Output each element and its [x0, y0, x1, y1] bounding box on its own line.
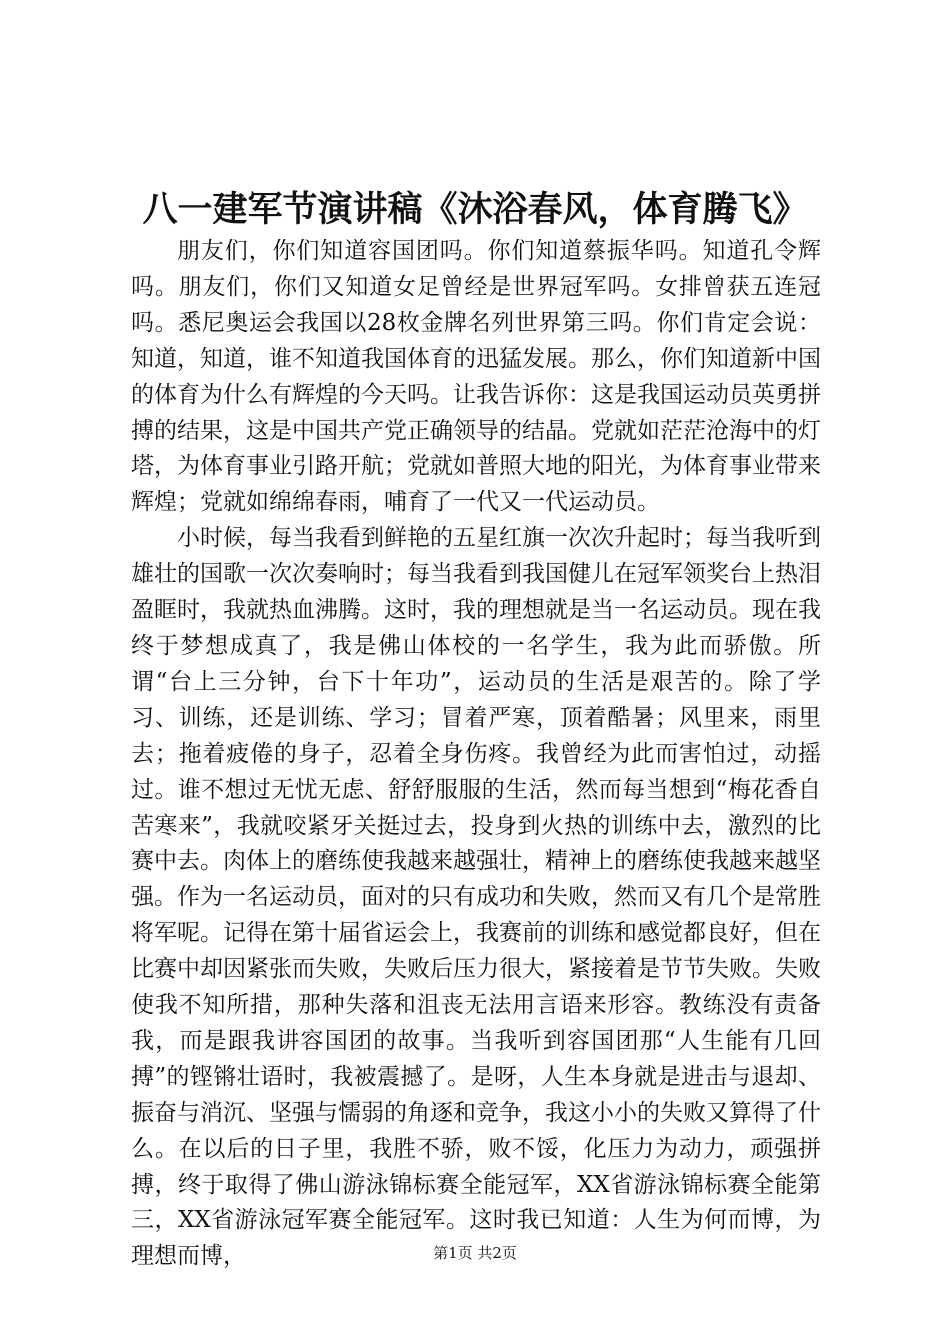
document-title: 八一建军节演讲稿《沐浴春风，体育腾飞》	[142, 189, 808, 230]
paragraph-1: 朋友们，你们知道容国团吗。你们知道蔡振华吗。知道孔令辉吗。朋友们，你们又知道女足曾经是世界冠军吗。女排曾获五连冠吗。悉尼奥运会我国以28枚金牌名列世界第三吗。你们肯定会说：知道，知道，谁不知道我国体育的迅猛发展。那么，你们知道新中国的体育为什么有辉煌的今天吗。让我告诉你：这是我国运动员英勇拼搏的结果，这是中国共产党正确领导的结晶。党就如茫茫沧海中的灯塔，为体育事业引路开航；党就如普照大地的阳光，为体育事业带来辉煌；党就如绵绵春雨，哺育了一代又一代运动员。	[131, 238, 821, 516]
document-body	[131, 234, 821, 1275]
paragraph-2: 小时候，每当我看到鲜艳的五星红旗一次次升起时；每当我听到雄壮的国歌一次次奏响时；每当我看到我国健儿在冠军领奖台上热泪盈眶时，我就热血沸腾。这时，我的理想就是当一名运动员。现在我终于梦想成真了，我是佛山体校的一名学生，我为此而骄傲。所谓“台上三分钟，台下十年功”，运动员的生活是艰苦的。除了学习、训练，还是训练、学习；冒着严寒，顶着酷暑；风里来，雨里去；拖着疲倦的身子，忍着全身伤疼。我曾经为此而害怕过，动摇过。谁不想过无忧无虑、舒舒服服的生活，然而每当想到“梅花香自苦寒来”，我就咬紧牙关挺过去，投身到火热的训练中去，激烈的比赛中去。肉体上的磨练使我越来越强壮，精神上的磨练使我越来越坚强。作为一名运动员，面对的只有成功和失败，然而又有几个是常胜将军呢。记得在第十届省运会上，我赛前的训练和感觉都良好，但在比赛中却因紧张而失败，失败后压力很大，紧接着是节节失败。失败使我不知所措，那种失落和沮丧无法用言语来形容。教练没有责备我，而是跟我讲容国团的故事。当我听到容国团那“人生能有几回搏”的铿锵壮语时，我被震撼了。是呀，人生本身就是进击与退却、振奋与消沉、坚强与懦弱的角逐和竞争，我这小小的失败又算得了什么。在以后的日子里，我胜不骄，败不馁，化压力为动力，顽强拼搏，终于取得了佛山游泳锦标赛全能冠军，XX省游泳锦标赛全能第三，XX省游泳冠军赛全能冠军。这时我已知道：人生为何而博，为理想而博，	[131, 525, 821, 1270]
page-number-footer: 第1页 共2页	[433, 1244, 517, 1262]
